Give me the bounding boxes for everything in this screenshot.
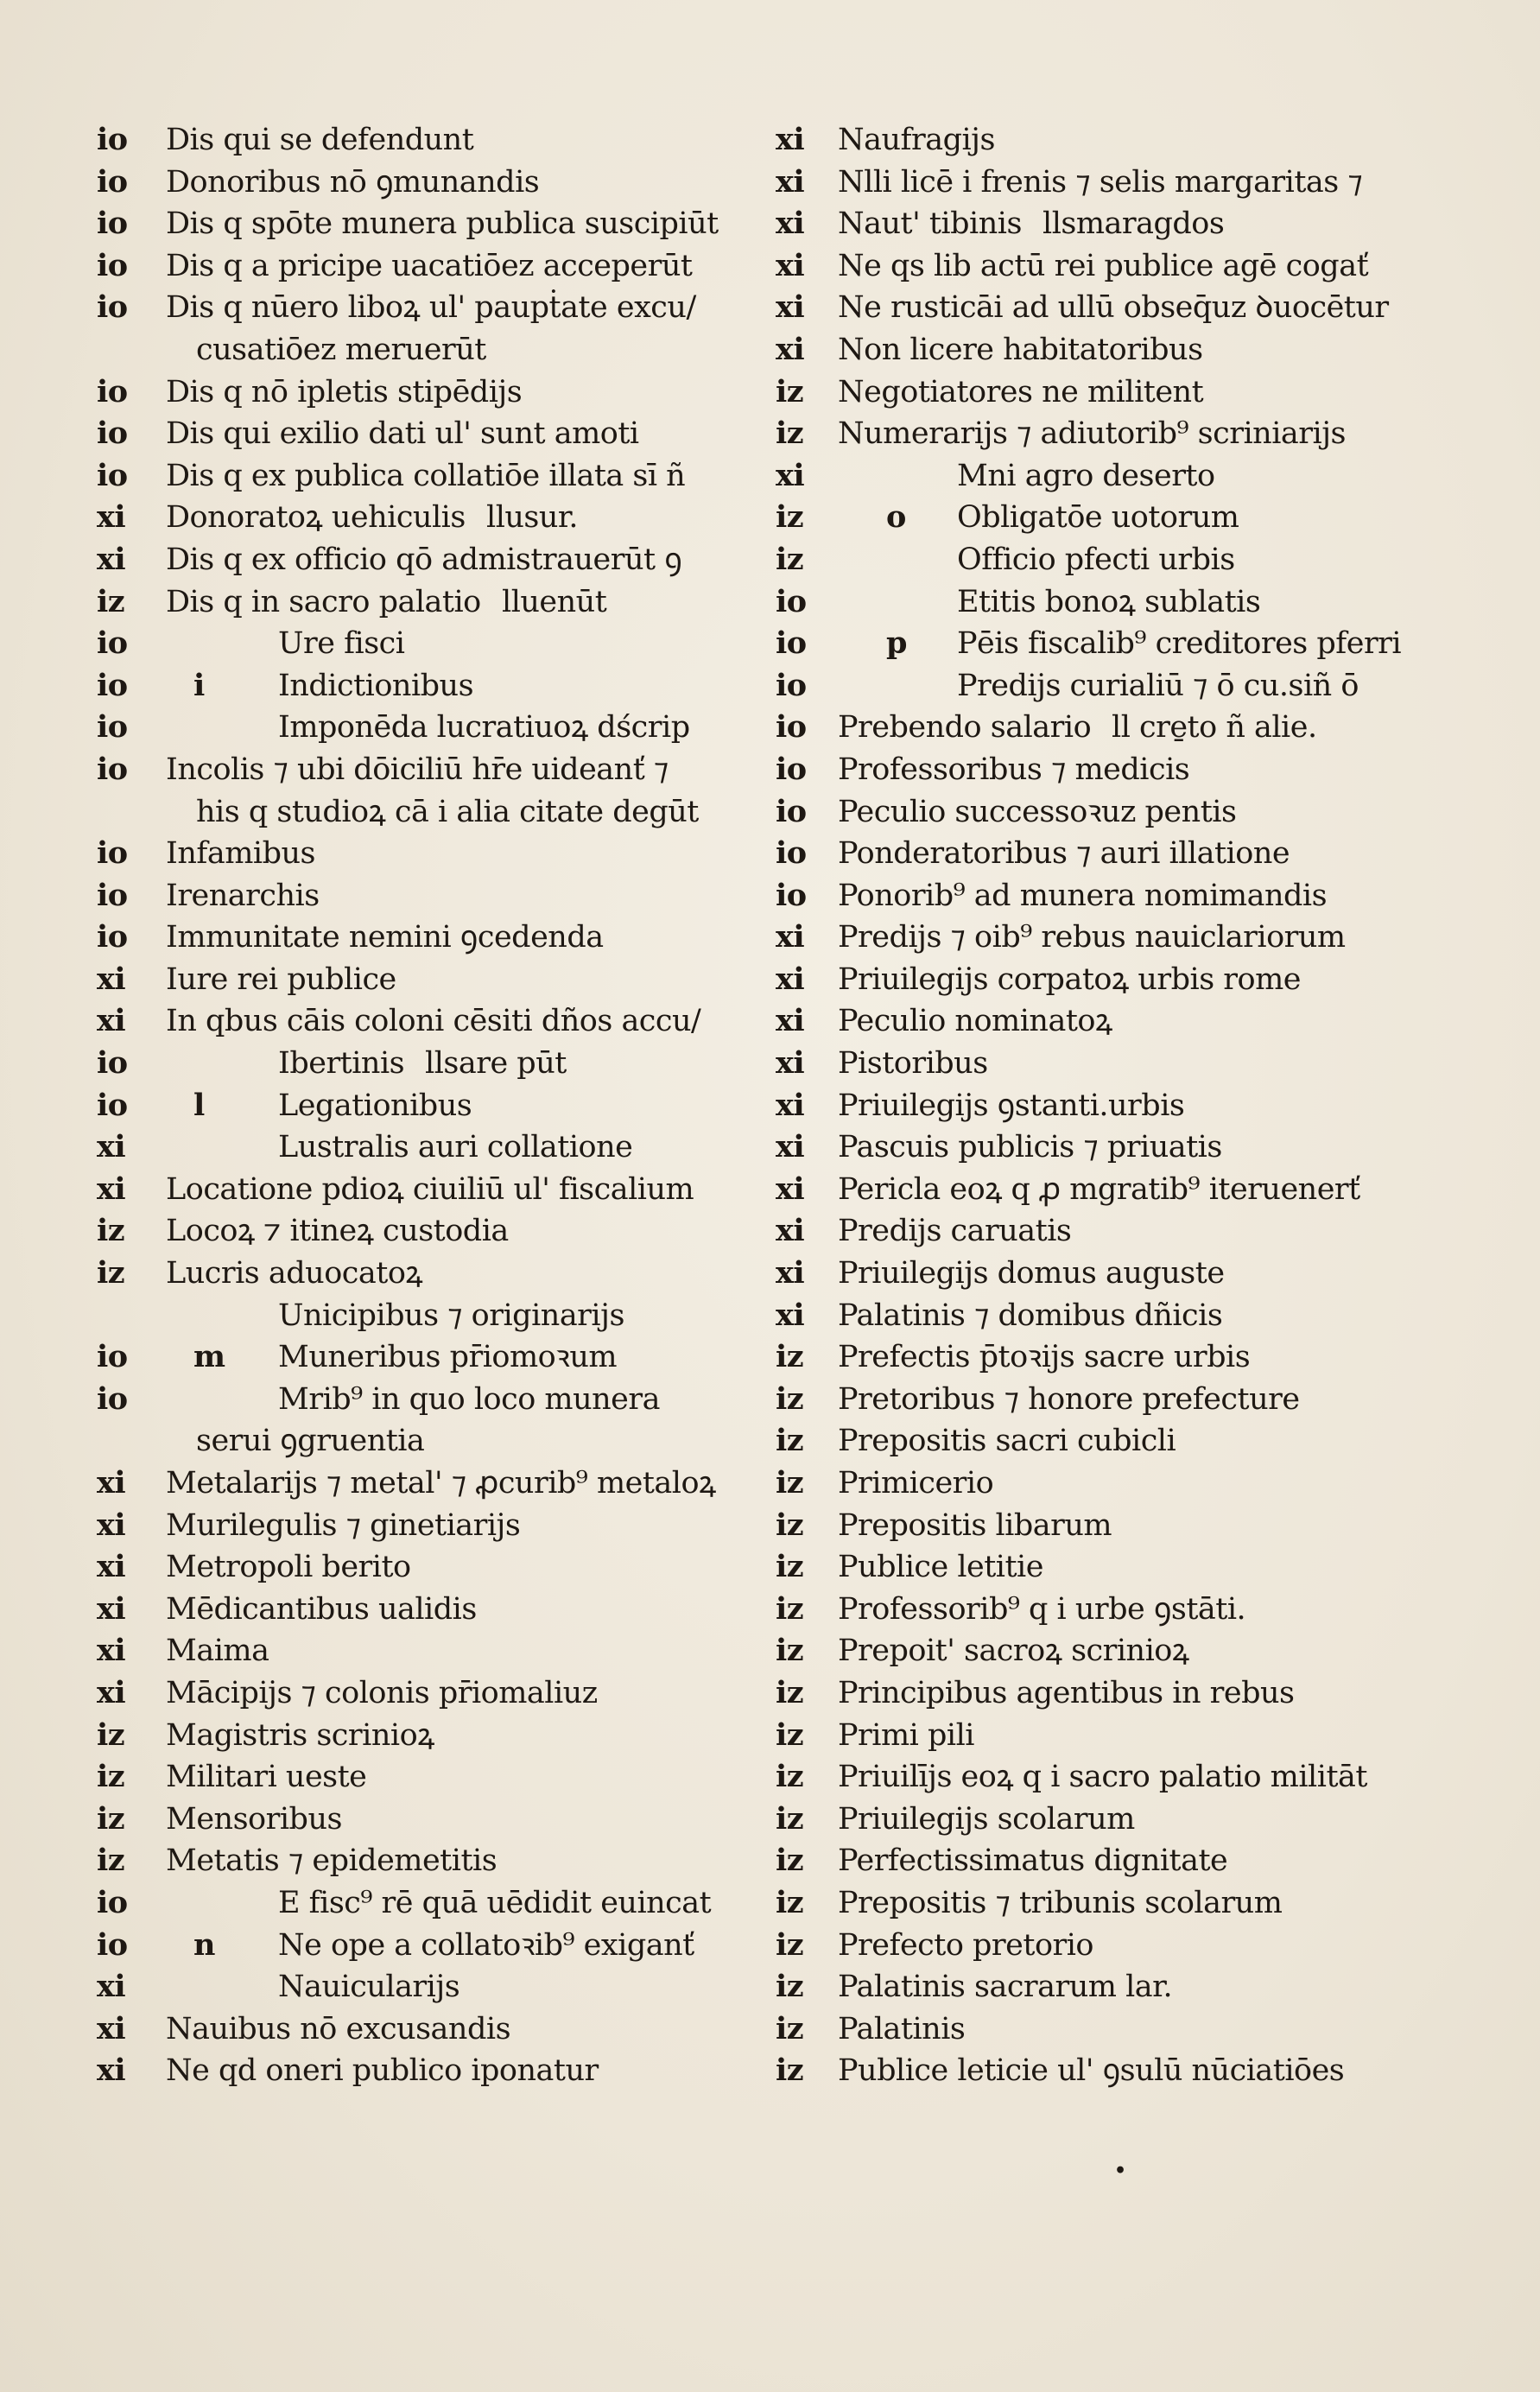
entry-text: Dis q ex officio qō admistrauerūt ꝯ bbox=[166, 542, 682, 577]
entry-text: Indictionibus bbox=[278, 668, 474, 703]
entry-text: Ne ope a collatoꝛib⁹ exiganť bbox=[278, 1927, 694, 1963]
left-column-entry bbox=[97, 1589, 762, 1631]
entry-text: Murilegulis ⁊ ginetiarijs bbox=[166, 1507, 521, 1543]
entry-text: Predijs ⁊ oib⁹ rebus nauiclariorum bbox=[838, 920, 1346, 955]
entry-text: Mensoribus bbox=[166, 1801, 342, 1837]
right-column-entry bbox=[776, 497, 1397, 539]
entry-text: Legationibus bbox=[278, 1088, 472, 1123]
entry-text: Dis q in sacro palatio bbox=[166, 584, 481, 619]
entry-text: Prepositis ⁊ tribunis scolarum bbox=[838, 1885, 1283, 1920]
book-number: io bbox=[97, 206, 128, 242]
book-number: xi bbox=[776, 919, 805, 955]
entry-text: Priuilegijs corpatoꝝ urbis rome bbox=[838, 961, 1301, 997]
book-number: io bbox=[776, 667, 807, 703]
entry-text: Naut' tibinis bbox=[838, 206, 1022, 242]
right-column-entry bbox=[776, 707, 1397, 749]
book-number: io bbox=[97, 289, 128, 326]
left-column-entry bbox=[97, 1253, 762, 1295]
entry-text: Locoꝝ ⁊ itineꝝ custodia bbox=[166, 1214, 509, 1249]
entry-text: Pretoribus ⁊ honore prefecture bbox=[838, 1381, 1300, 1417]
book-number: iz bbox=[776, 1549, 804, 1585]
book-number: io bbox=[97, 919, 128, 955]
book-number: io bbox=[97, 247, 128, 283]
book-number: xi bbox=[97, 1633, 126, 1669]
right-column-entry bbox=[776, 581, 1397, 624]
section-letter: o bbox=[886, 499, 906, 536]
left-column-entry bbox=[97, 2050, 762, 2092]
entry-text: Predijs caruatis bbox=[838, 1214, 1072, 1249]
entry-text: Metatis ⁊ epidemetitis bbox=[166, 1843, 497, 1879]
book-number: iz bbox=[776, 1969, 804, 2005]
book-number: io bbox=[776, 751, 807, 787]
right-column-entry bbox=[776, 1505, 1397, 1547]
entry-text: Palatinis bbox=[838, 2011, 966, 2046]
entry-text: Mni agro deserto bbox=[957, 458, 1215, 493]
book-number: io bbox=[97, 1339, 128, 1375]
entry-text: Ne qd oneri publico iponatur bbox=[166, 2053, 599, 2089]
book-number: iz bbox=[97, 1800, 125, 1837]
book-number: io bbox=[97, 667, 128, 703]
book-number: xi bbox=[776, 1003, 805, 1039]
left-column-entry bbox=[97, 1336, 762, 1379]
right-column-entry bbox=[776, 1420, 1397, 1462]
entry-text: Imponēda lucratiuoꝝ dścrip bbox=[278, 710, 690, 746]
entry-text: Nauicularijs bbox=[278, 1970, 460, 2005]
right-column-entry bbox=[776, 917, 1397, 959]
left-column-entry bbox=[97, 1966, 762, 2008]
entry-text: Dis qui se defendunt bbox=[166, 123, 474, 157]
book-number: iz bbox=[776, 1884, 804, 1920]
book-number: iz bbox=[97, 1255, 125, 1291]
book-number: xi bbox=[776, 1255, 805, 1291]
left-column-entry bbox=[97, 1715, 762, 1757]
entry-text: Principibus agentibus in rebus bbox=[838, 1675, 1295, 1710]
right-column-entry bbox=[776, 875, 1397, 917]
right-column-entry bbox=[776, 749, 1397, 791]
entry-text: Pericla eoꝝ q ꝓ mgratib⁹ iteruenerť bbox=[838, 1171, 1360, 1207]
book-number: xi bbox=[776, 457, 805, 493]
right-column-entry bbox=[776, 1169, 1397, 1211]
left-column-entry bbox=[97, 665, 762, 707]
entry-note: llusur. bbox=[486, 500, 578, 536]
entry-text: Professoribus ⁊ medicis bbox=[838, 752, 1190, 787]
left-column-entry bbox=[97, 581, 762, 624]
entry-text: his q studioꝝ cā i alia citate degūt bbox=[196, 794, 699, 829]
right-column-entry bbox=[776, 1546, 1397, 1589]
entry-text: Etitis bonoꝝ sublatis bbox=[957, 584, 1261, 619]
left-column-entry bbox=[97, 1505, 762, 1547]
book-number: xi bbox=[776, 163, 805, 200]
book-number: xi bbox=[776, 1213, 805, 1249]
book-number: io bbox=[776, 583, 807, 619]
left-column-entry bbox=[97, 1126, 762, 1169]
book-number: xi bbox=[97, 1003, 126, 1039]
left-column-entry bbox=[97, 413, 762, 455]
entry-text: Incolis ⁊ ubi dōiciliū hr̄e uideanť ⁊ bbox=[166, 752, 669, 787]
book-number: io bbox=[97, 1884, 128, 1920]
entry-text: Nlli licē i frenis ⁊ selis margaritas ⁊ bbox=[838, 164, 1363, 200]
left-column-entry bbox=[97, 833, 762, 875]
entry-text: Militari ueste bbox=[166, 1760, 367, 1795]
left-column-entry bbox=[97, 455, 762, 498]
left-column-entry bbox=[97, 917, 762, 959]
entry-text: Publice leticie ul' ꝯsulū nūciatiōes bbox=[838, 2053, 1345, 2089]
book-number: xi bbox=[776, 1171, 805, 1207]
entry-text: Obligatōe uotorum bbox=[957, 500, 1239, 536]
book-number: iz bbox=[776, 1465, 804, 1501]
book-number: iz bbox=[97, 1759, 125, 1795]
left-column-entry bbox=[97, 1799, 762, 1841]
book-number: xi bbox=[776, 1297, 805, 1333]
entry-text: Ne rusticāi ad ullū obseq̄uz ꝺuocētur bbox=[838, 290, 1389, 326]
entry-text: Metalarijs ⁊ metal' ⁊ ꝓcurib⁹ metaloꝝ bbox=[166, 1466, 716, 1501]
left-column-entry bbox=[97, 1295, 762, 1337]
book-number: io bbox=[97, 1045, 128, 1082]
entry-text: Officio pfecti urbis bbox=[957, 542, 1235, 577]
right-column-entry bbox=[776, 245, 1397, 288]
right-column-entry bbox=[776, 287, 1397, 329]
book-number: io bbox=[97, 1087, 128, 1123]
entry-text: Nauibus nō excusandis bbox=[166, 2011, 511, 2046]
entry-text: Mācipijs ⁊ colonis pr̄iomaliuz bbox=[166, 1675, 598, 1710]
entry-text: Prepoit' sacroꝝ scrinioꝝ bbox=[838, 1634, 1189, 1669]
left-column-entry bbox=[97, 959, 762, 1001]
entry-note: ll cre̱to ñ alie. bbox=[1112, 710, 1317, 746]
right-column-entry bbox=[776, 1253, 1397, 1295]
left-column-entry bbox=[97, 1000, 762, 1043]
left-column-entry bbox=[97, 707, 762, 749]
book-number: io bbox=[97, 122, 128, 157]
right-column-entry bbox=[776, 1295, 1397, 1337]
entry-text: Magistris scrinioꝝ bbox=[166, 1717, 434, 1753]
entry-text: Prefectis p̄toꝛijs sacre urbis bbox=[838, 1340, 1251, 1375]
entry-text: Infamibus bbox=[166, 836, 315, 872]
right-column-entry bbox=[776, 2050, 1397, 2092]
right-column-entry bbox=[776, 1000, 1397, 1043]
entry-text: Ponorib⁹ ad munera nomimandis bbox=[838, 878, 1328, 913]
book-number: iz bbox=[776, 1423, 804, 1459]
entry-text: Mrib⁹ in quo loco munera bbox=[278, 1381, 660, 1417]
entry-text: Priuilegijs scolarum bbox=[838, 1801, 1135, 1837]
left-column-entry bbox=[97, 287, 762, 329]
right-column-entry bbox=[776, 1672, 1397, 1715]
book-number: iz bbox=[776, 1716, 804, 1753]
left-column-entry bbox=[97, 875, 762, 917]
right-column-entry bbox=[776, 1126, 1397, 1169]
entry-text: Priuilegijs ꝯstanti.urbis bbox=[838, 1088, 1185, 1123]
book-number: iz bbox=[776, 499, 804, 536]
right-column-entry bbox=[776, 959, 1397, 1001]
book-number: iz bbox=[776, 1380, 804, 1417]
left-column-entry bbox=[97, 539, 762, 581]
right-column-entry bbox=[776, 329, 1397, 371]
entry-text: Peculio nominatoꝝ bbox=[838, 1004, 1112, 1039]
entry-text: Ibertinis bbox=[278, 1046, 405, 1082]
left-column-entry bbox=[97, 1169, 762, 1211]
book-number: xi bbox=[97, 2010, 126, 2046]
entry-text: Mēdicantibus ualidis bbox=[166, 1591, 477, 1627]
right-column-entry bbox=[776, 539, 1397, 581]
right-column-entry bbox=[776, 1799, 1397, 1841]
book-number: xi bbox=[97, 961, 126, 997]
book-number: io bbox=[97, 835, 128, 872]
entry-text: Perfectissimatus dignitate bbox=[838, 1843, 1228, 1879]
entry-text: Publice letitie bbox=[838, 1550, 1043, 1585]
book-number: xi bbox=[776, 247, 805, 283]
book-number: io bbox=[97, 709, 128, 746]
book-number: iz bbox=[776, 1339, 804, 1375]
left-column-entry bbox=[97, 1925, 762, 1967]
left-column-entry bbox=[97, 203, 762, 245]
entry-text: Ure fisci bbox=[278, 626, 405, 662]
left-column-entry bbox=[97, 1043, 762, 1085]
entry-text: Dis q nō ipletis stipēdijs bbox=[166, 374, 523, 409]
entry-note: llsare pūt bbox=[425, 1046, 567, 1082]
right-column-entry bbox=[776, 1715, 1397, 1757]
right-column-entry bbox=[776, 2008, 1397, 2051]
book-number: xi bbox=[776, 289, 805, 326]
left-column-entry bbox=[97, 1672, 762, 1715]
entry-text: Dis q a pricipe uacatiōez acceperūt bbox=[166, 248, 693, 283]
entry-text: Peculio successoꝛuz pentis bbox=[838, 794, 1237, 829]
book-number: io bbox=[97, 163, 128, 200]
entry-text: Ponderatoribus ⁊ auri illatione bbox=[838, 836, 1290, 872]
entry-text: Unicipibus ⁊ originarijs bbox=[278, 1298, 624, 1333]
left-column-entry bbox=[97, 1210, 762, 1253]
entry-text: Numerarijs ⁊ adiutorib⁹ scriniarijs bbox=[838, 416, 1347, 452]
book-number: iz bbox=[776, 1800, 804, 1837]
book-number: io bbox=[97, 373, 128, 409]
book-number: xi bbox=[97, 1674, 126, 1710]
book-number: iz bbox=[776, 1759, 804, 1795]
book-number: iz bbox=[776, 1590, 804, 1627]
book-number: iz bbox=[776, 1633, 804, 1669]
book-number: xi bbox=[97, 2053, 126, 2089]
book-number: io bbox=[97, 751, 128, 787]
left-column-entry bbox=[97, 1462, 762, 1505]
book-number: io bbox=[97, 1926, 128, 1963]
right-column-entry bbox=[776, 162, 1397, 204]
book-number: iz bbox=[776, 1674, 804, 1710]
book-number: iz bbox=[776, 1843, 804, 1879]
book-number: iz bbox=[97, 1843, 125, 1879]
book-number: xi bbox=[97, 1507, 126, 1543]
entry-note: llsmaragdos bbox=[1043, 206, 1225, 242]
entry-text: E fisc⁹ rē quā uēdidit euincat bbox=[278, 1885, 712, 1920]
book-number: io bbox=[776, 709, 807, 746]
book-number: xi bbox=[776, 1129, 805, 1165]
left-column-entry bbox=[97, 1546, 762, 1589]
book-number: iz bbox=[776, 2053, 804, 2089]
book-number: io bbox=[776, 625, 807, 662]
right-column-entry bbox=[776, 1085, 1397, 1127]
right-column-entry bbox=[776, 833, 1397, 875]
book-number: io bbox=[97, 625, 128, 662]
book-number: xi bbox=[97, 541, 126, 577]
entry-text: Lucris aduocatoꝝ bbox=[166, 1256, 423, 1291]
book-number: iz bbox=[97, 583, 125, 619]
left-column-entry bbox=[97, 1630, 762, 1672]
book-number: xi bbox=[776, 122, 805, 157]
entry-text: In qbus cāis coloni cēsiti dños accu/ bbox=[166, 1004, 701, 1039]
right-column-entry bbox=[776, 1589, 1397, 1631]
left-column-entry bbox=[97, 245, 762, 288]
left-column-entry bbox=[97, 371, 762, 414]
book-number: xi bbox=[776, 1045, 805, 1082]
book-number: xi bbox=[776, 206, 805, 242]
entry-text: Negotiatores ne militent bbox=[838, 374, 1204, 409]
book-number: xi bbox=[97, 1549, 126, 1585]
book-number: xi bbox=[97, 1969, 126, 2005]
right-column-entry bbox=[776, 119, 1397, 162]
book-number: xi bbox=[97, 499, 126, 536]
entry-text: Professorib⁹ q i urbe ꝯstāti. bbox=[838, 1591, 1246, 1627]
entry-text: Dis q ex publica collatiōe illata sī ñ bbox=[166, 458, 686, 493]
right-column-entry bbox=[776, 1043, 1397, 1085]
right-column-entry bbox=[776, 1840, 1397, 1882]
left-column-entry bbox=[97, 749, 762, 791]
right-column bbox=[776, 119, 1402, 2092]
entry-text: Palatinis ⁊ domibus dñicis bbox=[838, 1298, 1223, 1333]
entry-text: Primi pili bbox=[838, 1717, 974, 1753]
entry-text: cusatiōez meruerūt bbox=[196, 332, 486, 367]
left-column bbox=[97, 119, 762, 2092]
section-letter: n bbox=[193, 1926, 215, 1963]
entry-text: Lustralis auri collatione bbox=[278, 1130, 633, 1165]
signature-mark: • bbox=[1114, 2160, 1127, 2182]
left-column-entry bbox=[97, 497, 762, 539]
right-column-entry bbox=[776, 791, 1397, 834]
book-number: xi bbox=[97, 1465, 126, 1501]
entry-text: Donoribus nō ꝯmunandis bbox=[166, 164, 540, 200]
entry-text: Priuilegijs domus auguste bbox=[838, 1256, 1225, 1291]
book-number: io bbox=[97, 457, 128, 493]
entry-text: Non licere habitatoribus bbox=[838, 332, 1203, 367]
section-letter: p bbox=[886, 625, 907, 662]
right-column-entry bbox=[776, 455, 1397, 498]
entry-text: Irenarchis bbox=[166, 878, 320, 913]
book-number: iz bbox=[776, 2010, 804, 2046]
right-column-entry bbox=[776, 371, 1397, 414]
book-number: iz bbox=[776, 373, 804, 409]
entry-text: Donoratoꝝ uehiculis bbox=[166, 500, 466, 536]
book-number: iz bbox=[776, 1926, 804, 1963]
left-column-entry bbox=[97, 1882, 762, 1925]
right-column-entry bbox=[776, 1462, 1397, 1505]
right-column-entry bbox=[776, 413, 1397, 455]
entry-text: Prefecto pretorio bbox=[838, 1927, 1094, 1963]
section-letter: l bbox=[193, 1087, 205, 1123]
left-column-entry bbox=[97, 623, 762, 665]
entry-text: Muneribus pr̄iomoꝛum bbox=[278, 1340, 618, 1375]
entry-text: Ne qs lib actū rei publice agē cogať bbox=[838, 248, 1369, 283]
entry-text: Pistoribus bbox=[838, 1046, 988, 1082]
entry-note: lluenūt bbox=[502, 584, 607, 619]
entry-text: Predijs curialiū ⁊ ō cu.siñ ō bbox=[957, 668, 1359, 703]
book-number: io bbox=[97, 877, 128, 913]
book-number: xi bbox=[776, 961, 805, 997]
book-number: io bbox=[97, 1380, 128, 1417]
left-column-entry bbox=[97, 162, 762, 204]
right-column-entry bbox=[776, 1966, 1397, 2008]
left-column-entry bbox=[97, 119, 762, 162]
left-column-entry bbox=[97, 2008, 762, 2051]
entry-text: Locatione pdioꝝ ciuiliū ul' fiscalium bbox=[166, 1171, 694, 1207]
book-number: io bbox=[776, 835, 807, 872]
book-number: iz bbox=[776, 416, 804, 452]
entry-text: Pēis fiscalib⁹ creditores pferri bbox=[957, 626, 1402, 662]
right-column-entry bbox=[776, 1925, 1397, 1967]
right-column-entry bbox=[776, 1336, 1397, 1379]
left-column-entry bbox=[97, 1085, 762, 1127]
entry-text: Naufragijs bbox=[838, 123, 995, 157]
entry-text: Immunitate nemini ꝯcedenda bbox=[166, 920, 604, 955]
entry-text: Palatinis sacrarum lar. bbox=[838, 1970, 1173, 2005]
right-column-entry bbox=[776, 1379, 1397, 1421]
book-number: xi bbox=[776, 1087, 805, 1123]
right-column-entry bbox=[776, 1210, 1397, 1253]
left-column-entry bbox=[97, 1420, 762, 1462]
book-number: xi bbox=[776, 331, 805, 367]
book-number: iz bbox=[97, 1213, 125, 1249]
left-column-entry bbox=[97, 329, 762, 371]
right-column-entry bbox=[776, 1882, 1397, 1925]
section-letter: i bbox=[193, 667, 205, 703]
right-column-entry bbox=[776, 665, 1397, 707]
book-number: io bbox=[97, 416, 128, 452]
book-number: xi bbox=[97, 1129, 126, 1165]
left-column-entry bbox=[97, 1379, 762, 1421]
book-number: iz bbox=[776, 541, 804, 577]
entry-text: Primicerio bbox=[838, 1466, 994, 1501]
entry-text: Metropoli berito bbox=[166, 1550, 411, 1585]
entry-text: Prepositis sacri cubicli bbox=[838, 1424, 1176, 1459]
right-column-entry bbox=[776, 1630, 1397, 1672]
section-letter: m bbox=[193, 1339, 225, 1375]
entry-text: Dis q spōte munera publica suscipiūt bbox=[166, 206, 719, 242]
right-column-entry bbox=[776, 1756, 1397, 1799]
book-number: xi bbox=[97, 1171, 126, 1207]
entry-text: Prebendo salario bbox=[838, 710, 1092, 746]
entry-text: Prepositis libarum bbox=[838, 1507, 1112, 1543]
left-column-entry bbox=[97, 791, 762, 834]
entry-text: Pascuis publicis ⁊ priuatis bbox=[838, 1130, 1222, 1165]
book-number: io bbox=[776, 793, 807, 829]
right-column-entry bbox=[776, 623, 1402, 665]
book-number: xi bbox=[97, 1590, 126, 1627]
entry-text: Dis qui exilio dati ul' sunt amoti bbox=[166, 416, 639, 452]
entry-text: Iure rei publice bbox=[166, 961, 396, 997]
book-number: iz bbox=[776, 1507, 804, 1543]
book-number: iz bbox=[97, 1716, 125, 1753]
entry-text: serui ꝯgruentia bbox=[196, 1424, 425, 1459]
left-column-entry bbox=[97, 1756, 762, 1799]
left-column-entry bbox=[97, 1840, 762, 1882]
book-number: io bbox=[776, 877, 807, 913]
right-column-entry bbox=[776, 203, 1397, 245]
entry-text: Dis q nūero liboꝝ ul' paupṫate excu/ bbox=[166, 290, 696, 326]
entry-text: Maima bbox=[166, 1634, 269, 1669]
entry-text: Priuilījs eoꝝ q i sacro palatio militāt bbox=[838, 1760, 1367, 1795]
